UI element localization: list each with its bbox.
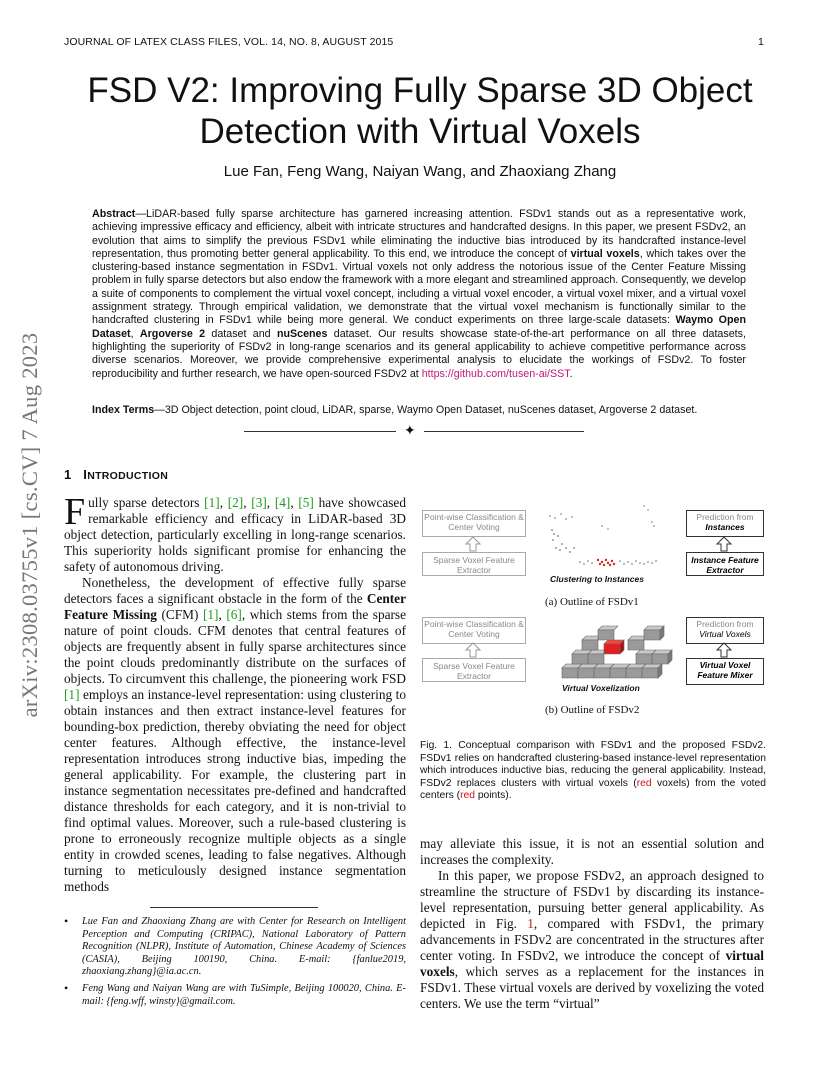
caption-red-word: red xyxy=(460,790,475,802)
footnote-item: • Feng Wang and Naiyan Wang are with TuSimple, Beijing 100020, China. E-mail: {feng.wff, winsty}@gmail.com. xyxy=(64,983,406,1008)
section-number: 1 xyxy=(64,467,72,482)
right-column xyxy=(420,836,764,1012)
footnotes xyxy=(64,916,406,1012)
abstract-text: —LiDAR-based fully sparse architecture has garnered increasing attention. FSDv1 stands out as a representative work, achieving impressive efficacy and efficiency, albeit with intricate structures and handcrafted designs. In this paper, we present FSDv2, an evolution that aims to simplify the previous FSDv1 while eliminating the inductive bias introduced by its handcrafted instance-level representation, thus promoting better general applicability. To this end, we introduce the concept of xyxy=(92,208,746,260)
arxiv-stamp xyxy=(10,290,50,760)
left-column xyxy=(64,491,407,895)
clustering-label: Clustering to Instances xyxy=(550,574,644,584)
virtual-voxel-grid xyxy=(558,622,688,684)
body-text: In this paper, we propose FSDv2, an approach designed to streamline the structure of FSDv1 by discarding its instance-level representation, pursuing better general applicability. As depicted in Fig. xyxy=(420,868,764,931)
arxiv-stamp-text: arXiv:2308.03755v1 [cs.CV] 7 Aug 2023 xyxy=(17,332,42,718)
up-arrow-icon xyxy=(464,642,482,658)
box-prediction-label: Prediction from xyxy=(696,512,754,522)
index-terms xyxy=(92,404,746,417)
body-text: ully sparse detectors xyxy=(88,495,205,510)
caption-text: voxels) from the voted centers ( xyxy=(420,777,766,802)
right-paragraph-1: may alleviate this issue, it is not an essential solution and increases the complexity. xyxy=(420,836,764,867)
citation[interactable]: [1] xyxy=(64,687,80,702)
section-heading xyxy=(64,467,168,482)
diamond-icon: ✦ xyxy=(404,424,416,439)
box-sparse-voxel-extractor-a: Sparse Voxel Feature Extractor xyxy=(422,552,526,576)
bold-term: Center Feature Missing xyxy=(64,591,406,622)
body-text: employs an instance-level representation: using clustering to obtain instances and then extract instance-level features for bounding-box prediction, thereby obviating the need for object center features. Although effective, the instance-level representation introduces strong inductive bias, impeding the general applicability. For example, the clustering part in instance segmentation necessitates pre-defined and handcrafted distance thresholds for each category, and it is non-trivial to find optimal values. Moreover, such a rule-based clustering is prone to erroneously recognize multiple objects as a single entity in crowded scenes, leading to false negatives. Although turning to meticulously designed instance segmentation methods xyxy=(64,687,406,894)
caption-text: points). xyxy=(474,790,512,802)
caption-text: Fig. 1. Conceptual comparison with FSDv1 and the proposed FSDv2. FSDv1 relies on handcrafted clustering-based instance-level representation which introduces inductive bias, reducing the general applicability. Instead, FSDv2 replaces clusters with virtual voxels ( xyxy=(420,740,766,789)
footnote-rule xyxy=(150,907,318,908)
box-pointwise-classification-b: Point-wise Classification & Center Voting xyxy=(422,617,526,644)
page-number: 1 xyxy=(758,36,764,48)
abstract-bold: Waymo Open Dataset xyxy=(92,314,746,340)
abstract-text: , xyxy=(130,327,140,340)
intro-paragraph-2: Nonetheless, the development of effective fully sparse detectors faces a significant obstacle in the form of the Center Feature Missing (CFM) [1], [6], which stems from the sparse nature of point clouds. CFM denotes that central features of objects are frequently absent in fully sparse architectures since the point clouds predominantly distribute on the surfaces of objects. To circumvent this challenge, the pioneering work FSD [1] employs an instance-level representation: using clustering to obtain instances and then extract instance-level features for bounding-box prediction, thereby obviating the need for object center features. Although effective, the instance-level representation introduces strong inductive bias, impeding the general applicability. For example, the clustering part in instance segmentation necessitates pre-defined and handcrafted distance thresholds for each category, and it is non-trivial to find optimal values. Moreover, such a rule-based clustering is prone to erroneously recognize multiple objects as a single entity in crowded scenes, leading to false negatives. Although turning to meticulously designed instance segmentation methods xyxy=(64,575,407,894)
index-terms-text: —3D Object detection, point cloud, LiDAR, sparse, Waymo Open Dataset, nuScenes dataset, Argoverse 2 dataset. xyxy=(154,404,698,416)
citation[interactable]: [1] xyxy=(204,495,220,510)
box-prediction-target: Instances xyxy=(705,522,745,532)
index-terms-label: Index Terms xyxy=(92,404,155,416)
clustering-point-cloud xyxy=(528,504,674,576)
box-prediction-label: Prediction from xyxy=(696,619,754,629)
citation[interactable]: [6] xyxy=(226,607,242,622)
body-text: Nonetheless, the development of effective fully sparse detectors faces a significant obstacle in the form of the xyxy=(64,575,406,606)
body-text: have showcased remarkable efficiency and efficacy in LiDAR-based 3D object detection, particularly excelling in long-range scenarios. This superiority holds significant promise for enhancing the safety of autonomous driving. xyxy=(64,495,406,574)
section-separator xyxy=(244,424,584,438)
up-arrow-icon xyxy=(464,536,482,552)
separator-line xyxy=(424,431,584,432)
abstract-text: dataset. Our results showcase state-of-the-art performance on all three datasets, highlighting the superiority of FSDv2 in long-range scenarios and its general applicability to achieve competitive performance across diverse scenarios. Moreover, we provide comprehensive experimental analysis to elucidate the workings of FSDv2. To foster reproducibility and further research, we have open-sourced FSDv2 at xyxy=(92,327,746,380)
citation[interactable]: [5] xyxy=(298,495,314,510)
subfigure-caption-a: (a) Outline of FSDv1 xyxy=(545,596,639,608)
citation[interactable]: [4] xyxy=(274,495,291,510)
figure-1 xyxy=(420,500,766,732)
box-prediction-virtual-voxels xyxy=(686,617,764,644)
footnote-item: • Lue Fan and Zhaoxiang Zhang are with Center for Research on Intelligent Perception and Computing (CRIPAC), National Laboratory of Pattern Recognition (NLPR), Institute of Automation, Chinese Academy of Sciences (CASIA), Beijing 100190, China. E-mail: {fanlue2019, zhaoxiang.zhang}@ia.ac.cn. xyxy=(64,916,406,979)
paper-title: FSD V2: Improving Fully Sparse 3D Object Detection with Virtual Voxels xyxy=(87,71,753,151)
citation[interactable]: [3] xyxy=(251,495,267,510)
up-arrow-icon xyxy=(715,642,733,658)
abstract-bold: Argoverse 2 xyxy=(139,327,206,340)
box-pointwise-classification-a: Point-wise Classification & Center Voting xyxy=(422,510,526,537)
abstract-label: Abstract xyxy=(92,208,136,220)
abstract-text: , which takes over the clustering-based instance segmentation in FSDv1. Virtual voxels not only address the notorious issue of the Center Feature Missing problem in fully sparse detectors but also endow the framework with a more elegant and streamlined approach. Consequently, we develop a suite of components to complement the virtual voxel concept, including a virtual voxel encoder, a virtual voxel mixer, and a virtual voxel assignment strategy. Through empirical validation, we demonstrate that the virtual voxel mechanism is functionally similar to the handcrafted clustering in FSDv1 while being more general. We conduct experiments on three large-scale datasets: xyxy=(92,247,746,327)
section-title-rest: NTRODUCTION xyxy=(87,470,169,482)
body-text: , compared with FSDv1, the primary advancements in FSDv2 are concentrated in the structures after center voting. In FSDv2, we introduce the concept of xyxy=(420,916,765,963)
figure-caption xyxy=(420,740,766,803)
up-arrow-icon xyxy=(715,536,733,552)
body-text: (CFM) xyxy=(156,607,203,622)
box-prediction-target: Virtual Voxels xyxy=(699,629,751,639)
abstract-bold: virtual voxels xyxy=(570,247,640,260)
body-text: , which serves as a replacement for the instances in FSDv1. These virtual voxels are derived by voxelizing the voted centers. We use the term “virtual” xyxy=(420,964,764,1011)
box-instance-feature-extractor: Instance Feature Extractor xyxy=(686,552,764,576)
intro-paragraph-1: Fully sparse detectors [1], [2], [3], [4], [5] have showcased remarkable efficiency and efficacy in LiDAR-based 3D object detection, particularly excelling in long-range scenarios. This superiority holds significant promise for enhancing the safety of autonomous driving. xyxy=(64,491,406,574)
github-link[interactable]: https://github.com/tusen-ai/SST xyxy=(421,367,570,380)
abstract xyxy=(92,208,746,381)
abstract-text: . xyxy=(569,367,573,380)
running-header: JOURNAL OF LATEX CLASS FILES, VOL. 14, NO. 8, AUGUST 2015 xyxy=(64,36,394,48)
body-text: , which stems from the sparse nature of point clouds. CFM denotes that central features of objects are frequently absent in fully sparse architectures since the point clouds predominantly distribute on the surfaces of objects. To circumvent this challenge, the pioneering work FSD xyxy=(64,607,407,686)
citation[interactable]: [1] xyxy=(202,607,219,622)
virtual-voxelization-label: Virtual Voxelization xyxy=(562,683,640,693)
subfigure-caption-b: (b) Outline of FSDv2 xyxy=(545,704,640,716)
box-virtual-voxel-mixer: Virtual Voxel Feature Mixer xyxy=(686,658,764,685)
citation[interactable]: [2] xyxy=(227,495,244,510)
drop-cap: F xyxy=(64,491,86,533)
bold-term: virtual voxels xyxy=(420,948,764,979)
figure-reference[interactable]: 1 xyxy=(527,916,534,931)
abstract-bold: nuScenes xyxy=(276,327,328,340)
section-title-initial: I xyxy=(83,467,88,482)
caption-red-word: red xyxy=(636,777,652,789)
author-list: Lue Fan, Feng Wang, Naiyan Wang, and Zhaoxiang Zhang xyxy=(223,163,617,180)
right-paragraph-2 xyxy=(420,868,764,1012)
box-prediction-instances xyxy=(686,510,764,537)
box-sparse-voxel-extractor-b: Sparse Voxel Feature Extractor xyxy=(422,658,526,682)
abstract-text: dataset and xyxy=(205,327,277,340)
separator-line xyxy=(244,431,396,432)
